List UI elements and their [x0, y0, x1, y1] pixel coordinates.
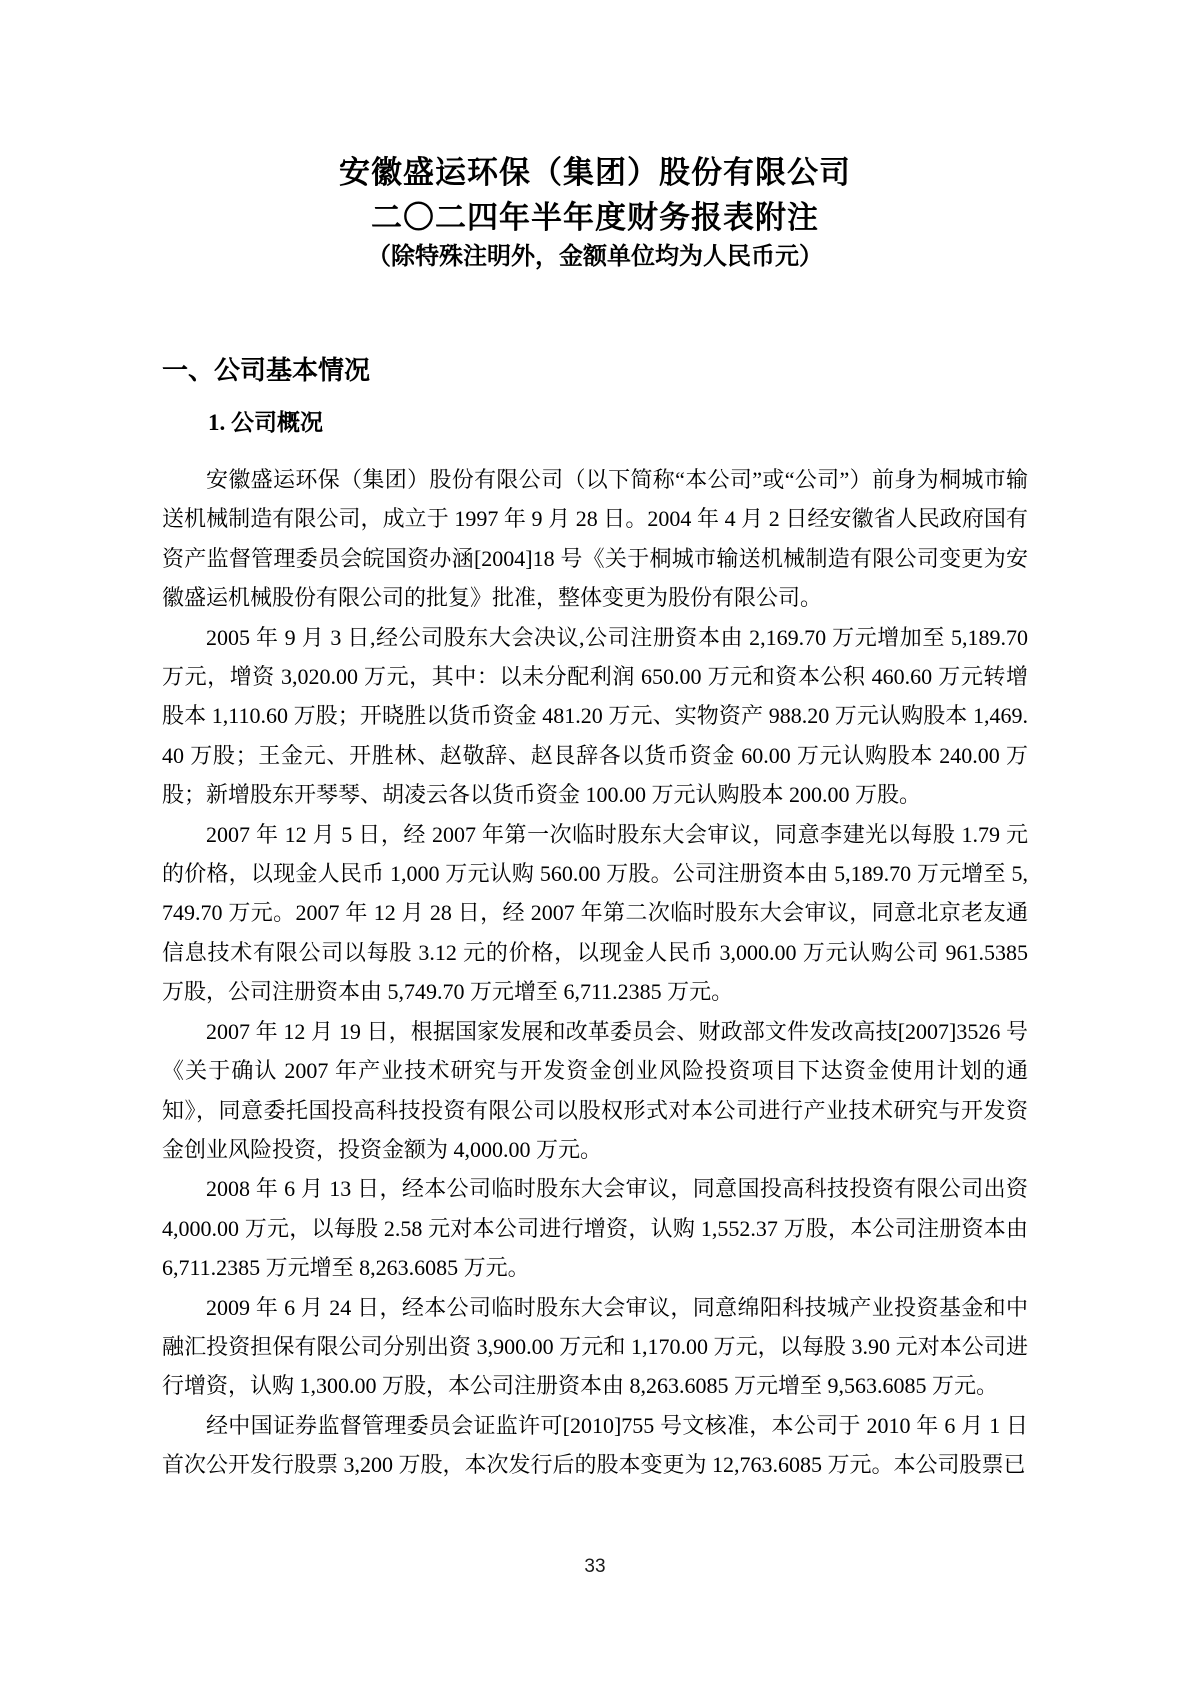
paragraph-2008-capital-increase: 2008 年 6 月 13 日，经本公司临时股东大会审议，同意国投高科技投资有限公司出资 4,000.00 万元，以每股 2.58 元对本公司进行增资，认购 1,552.37 万股，本公司注册资本由 6,711.2385 万元增至 8,263.6085 万元。 — [162, 1176, 1028, 1281]
document-body — [162, 354, 1028, 1485]
paragraph-2005-capital-increase: 2005 年 9 月 3 日,经公司股东大会决议,公司注册资本由 2,169.70 万元增加至 5,189.70 万元，增资 3,020.00 万元，其中：以未分配利润 650.00 万元和资本公积 460.60 万元转增股本 1,110.60 万股；开晓胜以货币资金 481.20 万元、实物资产 988.20 万元认购股本 1,469.40 万股；王金元、开胜林、赵敬辞、赵艮辞各以货币资金 60.00 万元认购股本 240.00 万股；新增股东开琴琴、胡凌云各以货币资金 100.00 万元认购股本 200.00 万股。 — [162, 624, 1028, 808]
doc-currency-unit-note: （除特殊注明外，金额单位均为人民币元） — [367, 244, 823, 270]
page-footer — [0, 1556, 1190, 1578]
paragraph-2007-capital-increase: 2007 年 12 月 5 日，经 2007 年第一次临时股东大会审议，同意李建光以每股 1.79 元的价格，以现金人民币 1,000 万元认购 560.00 万股。公司注册资本由 5,189.70 万元增至 5,749.70 万元。2007 年 12 月 28 日，经 2007 年第二次临时股东大会审议，同意北京老友通信息技术有限公司以每股 3.12 元的价格，以现金人民币 3,000.00 万元认购公司 961.5385 万股，公司注册资本由 5,749.70 万元增至 6,711.2385 万元。 — [162, 821, 1028, 1005]
subsection-heading-company-overview: 1. 公司概况 — [208, 410, 323, 435]
paragraph-2007-venture-investment: 2007 年 12 月 19 日，根据国家发展和改革委员会、财政部文件发改高技[2007]3526 号《关于确认 2007 年产业技术研究与开发资金创业风险投资项目下达资金使用计划的通知》，同意委托国投高科技投资有限公司以股权形式对本公司进行产业技术研究与开发资金创业风险投资，投资金额为 4,000.00 万元。 — [162, 1018, 1028, 1162]
paragraph-2009-capital-increase: 2009 年 6 月 24 日，经本公司临时股东大会审议，同意绵阳科技城产业投资基金和中融汇投资担保有限公司分别出资 3,900.00 万元和 1,170.00 万元，以每股 3.90 元对本公司进行增资，认购 1,300.00 万股，本公司注册资本由 8,263.6085 万元增至 9,563.6085 万元。 — [162, 1294, 1028, 1399]
paragraph-2010-ipo: 经中国证券监督管理委员会证监许可[2010]755 号文核准，本公司于 2010 年 6 月 1 日首次公开发行股票 3,200 万股，本次发行后的股本变更为 12,763.6085 万元。本公司股票已 — [162, 1412, 1028, 1478]
document-header — [0, 0, 1190, 274]
doc-title-company-name: 安徽盛运环保（集团）股份有限公司 — [339, 155, 851, 190]
doc-title-report-name: 二〇二四年半年度财务报表附注 — [371, 200, 819, 235]
section-heading-company-basic-info: 一、公司基本情况 — [162, 356, 371, 385]
page-number: 33 — [584, 1556, 606, 1577]
paragraph-block — [162, 460, 1028, 1485]
paragraph-company-origin: 安徽盛运环保（集团）股份有限公司（以下简称“本公司”或“公司”）前身为桐城市输送机械制造有限公司，成立于 1997 年 9 月 28 日。2004 年 4 月 2 日经安徽省人民政府国有资产监督管理委员会皖国资办涵[2004]18 号《关于桐城市输送机械制造有限公司变更为安徽盛运机械股份有限公司的批复》批准，整体变更为股份有限公司。 — [162, 467, 1028, 611]
